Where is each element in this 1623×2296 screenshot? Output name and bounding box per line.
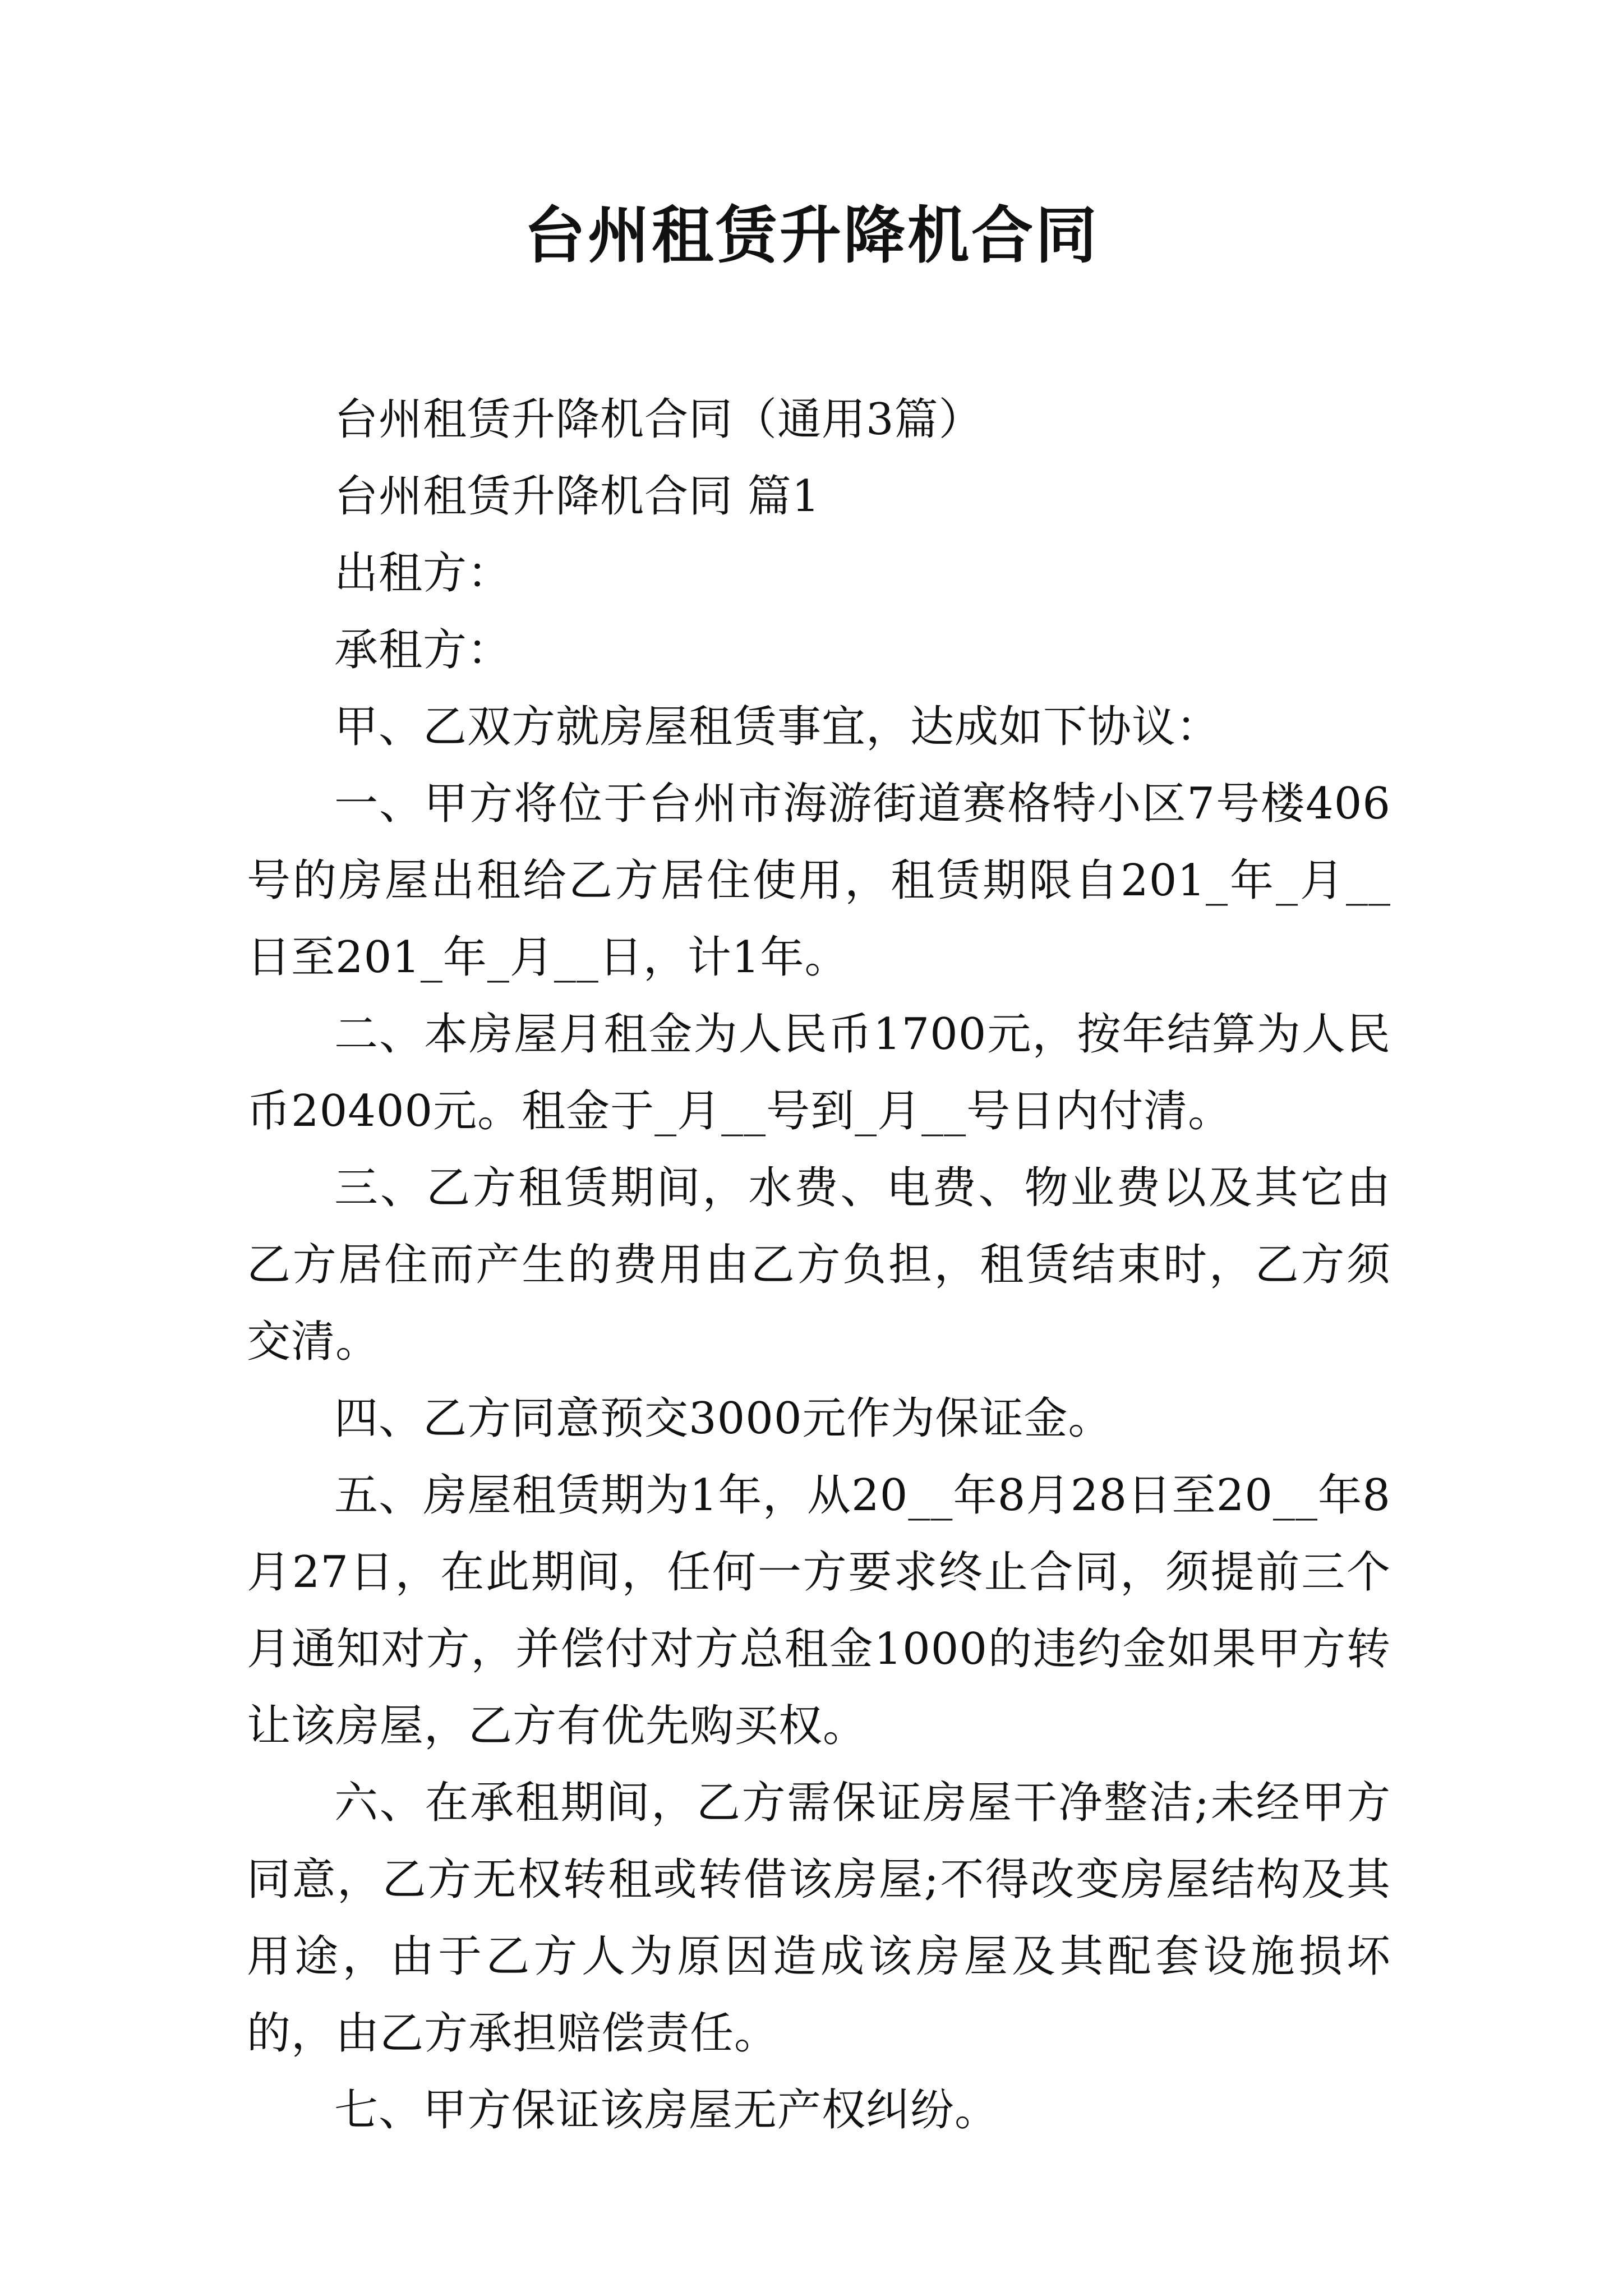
lessor-label: 出租方：	[334, 548, 512, 599]
clause-2: 二、本房屋月租金为人民币1700元，按年结算为人民币20400元。租金于_月__号到_月__号日内付清。	[247, 1009, 1391, 1137]
clause-4: 四、乙方同意预交3000元作为保证金。	[334, 1393, 1113, 1444]
section-heading: 台州租赁升降机合同 篇1	[334, 471, 820, 522]
document-title: 台州租赁升降机合同	[524, 199, 1099, 272]
clause-3: 三、乙方租赁期间，水费、电费、物业费以及其它由乙方居住而产生的费用由乙方负担，租赁结束时，乙方须交清。	[247, 1163, 1391, 1367]
subtitle-general: 台州租赁升降机合同（通用3篇）	[334, 394, 983, 445]
clause-7: 七、甲方保证该房屋无产权纠纷。	[334, 2085, 999, 2136]
clause-1: 一、甲方将位于台州市海游街道赛格特小区7号楼406号的房屋出租给乙方居住使用，租赁期限自201_年_月__日至201_年_月__日，计1年。	[247, 779, 1391, 983]
document-body	[247, 381, 1391, 2149]
agreement-intro: 甲、乙双方就房屋租赁事宜，达成如下协议：	[334, 702, 1221, 752]
lessee-label: 承租方：	[334, 625, 512, 675]
clause-5: 五、房屋租赁期为1年，从20__年8月28日至20__年8月27日，在此期间，任何一方要求终止合同，须提前三个月通知对方，并偿付对方总租金1000的违约金如果甲方转让该房屋，乙方有优先购买权。	[247, 1470, 1391, 1751]
clause-6: 六、在承租期间，乙方需保证房屋干净整洁;未经甲方同意，乙方无权转租或转借该房屋;不得改变房屋结构及其用途，由于乙方人为原因造成该房屋及其配套设施损坏的，由乙方承担赔偿责任。	[247, 1778, 1391, 2059]
